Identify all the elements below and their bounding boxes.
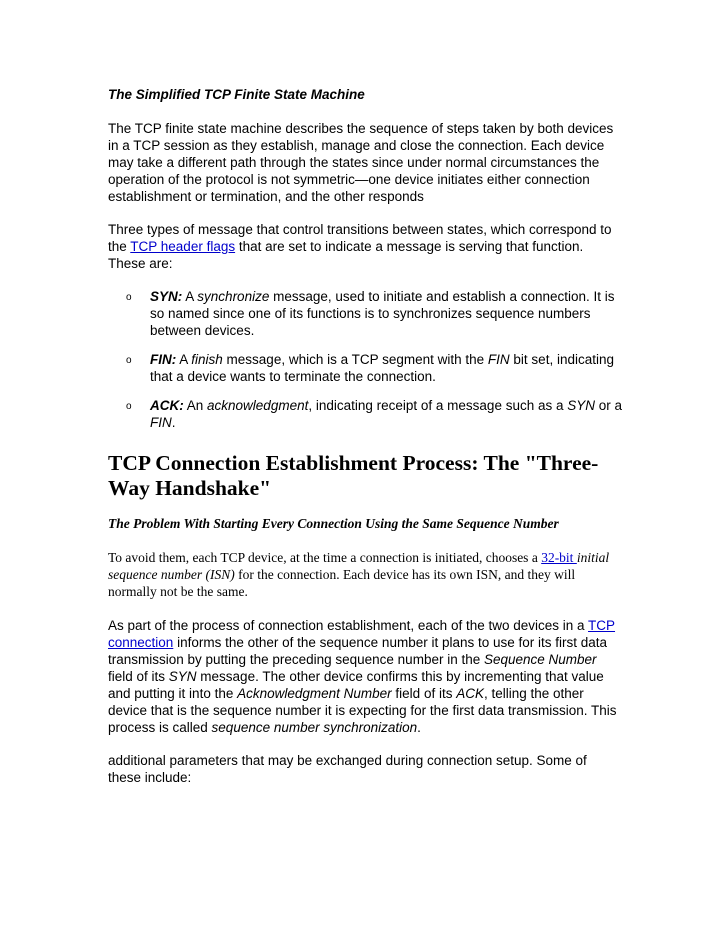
- text-run: An: [183, 398, 208, 413]
- 32-bit-link[interactable]: 32-bit: [541, 550, 577, 565]
- document-page: [108, 86, 623, 802]
- text-run: or a: [595, 398, 623, 413]
- emphasis: FIN: [487, 352, 510, 367]
- text-run: .: [417, 720, 421, 735]
- text-run: , indicating receipt of a message such as a: [308, 398, 568, 413]
- additional-parameters-paragraph: additional parameters that may be exchanged during connection setup. Some of these include:: [108, 753, 587, 785]
- emphasis: ACK: [456, 686, 484, 701]
- text-run: A: [182, 289, 198, 304]
- bullet-marker: o: [126, 292, 132, 303]
- text-run: , telling the other device that is the sequence number it is expecting for the first data transmission. This process is called: [108, 686, 617, 735]
- bullet-marker: o: [126, 401, 132, 412]
- list-item-syn: [108, 288, 623, 339]
- connection-establishment-paragraph: [108, 617, 623, 736]
- text-run: field of its: [108, 669, 169, 684]
- section-title: The Simplified TCP Finite State Machine: [108, 87, 365, 102]
- list-item-fin: [108, 351, 623, 385]
- text-run: field of its: [391, 686, 457, 701]
- message-types-paragraph: [108, 221, 623, 272]
- term-ack: ACK:: [150, 398, 184, 413]
- text-run: As part of the process of connection establishment, each of the two devices in a: [108, 618, 589, 633]
- emphasis: finish: [191, 352, 223, 367]
- emphasis: Sequence Number: [483, 652, 597, 667]
- tcp-connection-link[interactable]: TCP connection: [108, 618, 616, 650]
- text-run: message, used to initiate and establish a connection. It is so named since one of its functions is to synchronizes sequence numbers between devices.: [150, 289, 615, 338]
- sequence-number-subheading: The Problem With Starting Every Connection Using the Same Sequence Number: [108, 516, 559, 531]
- text-run: bit set, indicating that a device wants to terminate the connection.: [150, 352, 614, 384]
- text-run: .: [171, 415, 176, 430]
- text-run: message. The other device confirms this by incrementing that value and putting it into the: [108, 669, 604, 701]
- emphasis: FIN: [150, 415, 172, 430]
- list-item-ack: [108, 397, 623, 431]
- message-types-list: [108, 288, 623, 431]
- emphasis: SYN: [168, 669, 197, 684]
- emphasis: synchronize: [197, 289, 270, 304]
- emphasis: sequence number synchronization: [211, 720, 418, 735]
- bullet-marker: o: [126, 355, 132, 366]
- text-run: that are set to indicate a message is serving that function. These are:: [108, 239, 584, 271]
- emphasis: initial sequence number (ISN): [108, 550, 610, 582]
- text-run: Three types of message that control transitions between states, which correspond to the: [108, 222, 612, 254]
- three-way-handshake-heading: TCP Connection Establishment Process: The "Three-Way Handshake": [108, 451, 599, 500]
- emphasis: SYN: [567, 398, 596, 413]
- text-run: message, which is a TCP segment with the: [222, 352, 488, 367]
- term-fin: FIN:: [150, 352, 177, 367]
- text-run: for the connection. Each device has its own ISN, and they will normally not be the same.: [108, 567, 576, 599]
- term-syn: SYN:: [150, 289, 183, 304]
- isn-paragraph: [108, 549, 623, 600]
- text-run: A: [176, 352, 192, 367]
- emphasis: acknowledgment: [207, 398, 309, 413]
- text-run: To avoid them, each TCP device, at the time a connection is initiated, chooses a: [108, 550, 542, 565]
- text-run: informs the other of the sequence number it plans to use for its first data transmission by putting the preceding sequence number in the: [108, 635, 608, 667]
- tcp-header-flags-link[interactable]: TCP header flags: [130, 239, 236, 254]
- fsm-intro-paragraph: The TCP finite state machine describes the sequence of steps taken by both devices in a TCP session as they establish, manage and close the connection. Each device may take a different path through the states since under normal circumstances the operation of the protocol is not symmetric—one device initiates either connection establishment or termination, and the other responds: [108, 121, 614, 204]
- emphasis: Acknowledgment Number: [237, 686, 392, 701]
